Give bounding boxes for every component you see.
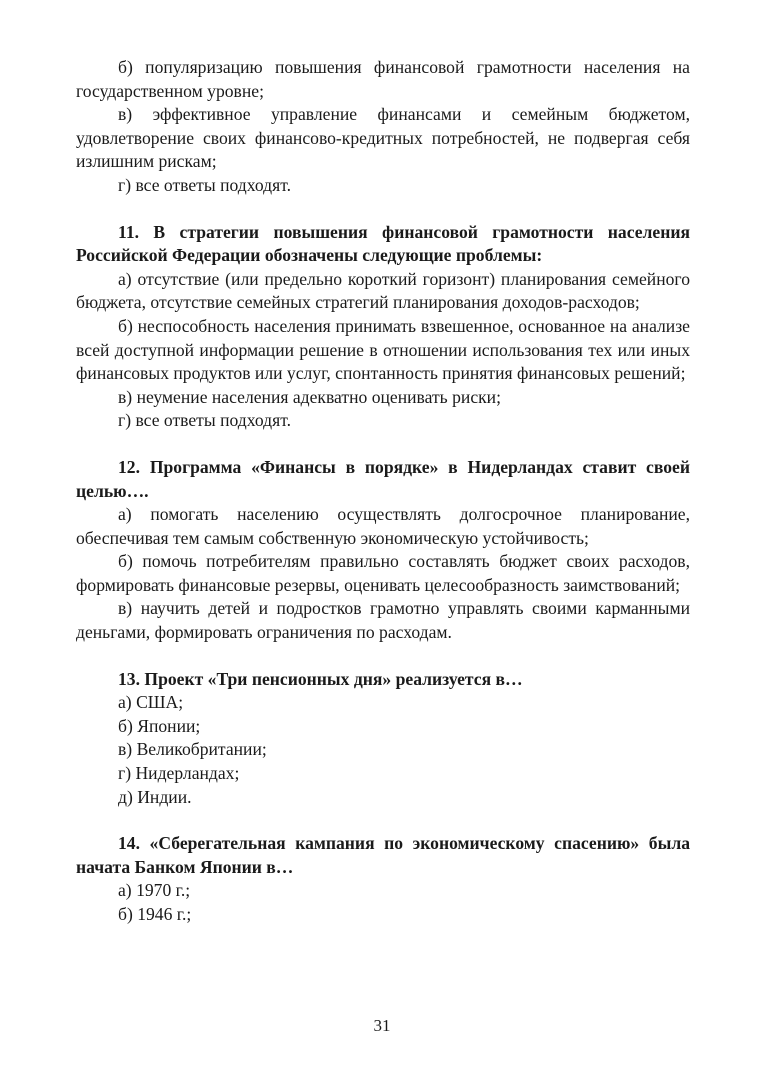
answer-option: д) Индии. [118,786,192,807]
page-number: 31 [373,1016,391,1035]
answer-option: б) Японии; [118,715,201,736]
answer-option: г) все ответы подходят. [118,174,291,195]
answer-option: г) Нидерландах; [118,763,240,784]
answer-option: г) все ответы подходят. [118,410,291,431]
answer-option: б) помочь потребителям правильно составлять бюджет своих расходов, формировать финансовые резервы, оценивать целесообразность заимствований; [76,551,690,595]
document-page [76,56,690,927]
answer-option: а) помогать населению осуществлять долгосрочное планирование, обеспечивая тем самым собственную экономическую устойчивость; [76,504,690,548]
answer-option: б) неспособность населения принимать взвешенное, основанное на анализе всей доступной информации решение в отношении использования тех или иных финансовых продуктов или услуг, спонтанность принятия финансовых решений; [76,315,690,384]
answer-option: в) эффективное управление финансами и семейным бюджетом, удовлетворение своих финансово-кредитных потребностей, не подвергая себя излишним рискам; [76,104,690,172]
answer-option: а) 1970 г.; [118,880,191,901]
answer-option: в) неумение населения адекватно оценивать риски; [118,386,501,407]
question-13-title: 13. Проект «Три пенсионных дня» реализуется в… [118,668,523,689]
answer-option: в) Великобритании; [118,739,267,760]
answer-option: б) популяризацию повышения финансовой грамотности населения на государственном уровне; [76,57,690,101]
question-14-title: 14. «Сберегательная кампания по экономическому спасению» была начата Банком Японии в… [76,833,690,877]
answer-option: а) отсутствие (или предельно короткий горизонт) планирования семейного бюджета, отсутствие семейных стратегий планирования доходов-расходов; [76,268,690,313]
answer-option: а) США; [118,692,184,713]
answer-option: в) научить детей и подростков грамотно управлять своими карманными деньгами, формировать ограничения по расходам. [76,598,690,643]
question-11-title: 11. В стратегии повышения финансовой грамотности населения Российской Федерации обозначены следующие проблемы: [76,221,690,266]
answer-option: б) 1946 г.; [118,904,192,924]
question-12-title: 12. Программа «Финансы в порядке» в Нидерландах ставит своей целью…. [76,456,690,501]
